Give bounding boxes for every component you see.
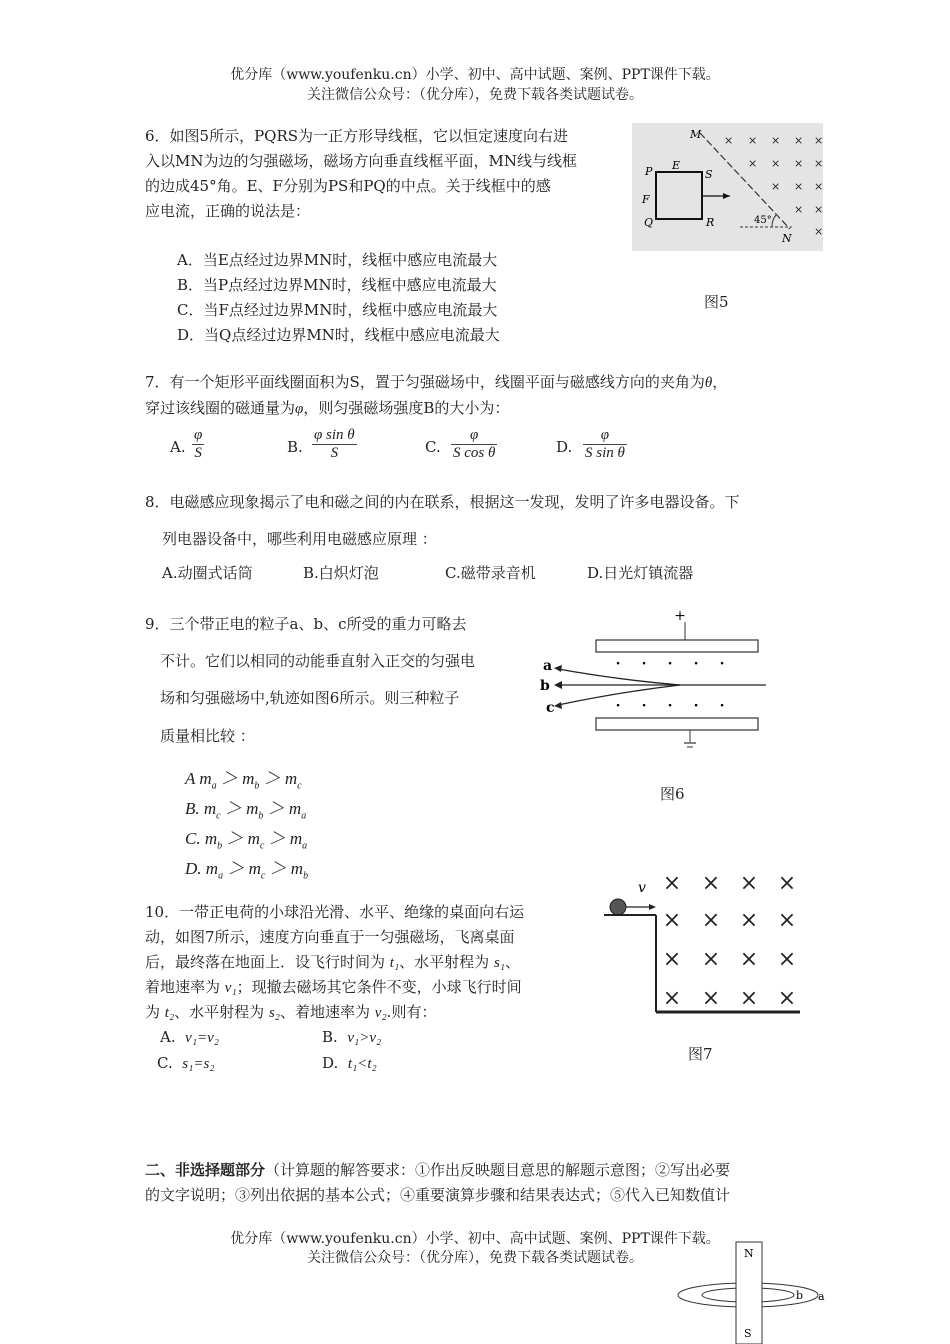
q7-option-c-label[interactable]: C.: [425, 438, 441, 456]
field-cross: ×: [739, 947, 759, 972]
velocity-arrow-head: [649, 904, 656, 910]
figure-7: [600, 866, 805, 1016]
field-cross: ×: [724, 134, 734, 147]
q7-line-2: 穿过该线圈的磁通量为φ，则匀强磁场强度B的大小为：: [145, 399, 510, 417]
field-cross: ×: [771, 180, 781, 193]
q9-option-c[interactable]: C. $m_b > m_c > m_a$: [185, 829, 308, 852]
q9-line-1: 9．三个带正电的粒子a、b、c所受的重力可略去: [145, 615, 467, 633]
q9-line-3: 场和匀强磁场中,轨迹如图6所示。则三种粒子: [160, 689, 460, 707]
q7-option-b-label[interactable]: B.: [287, 438, 303, 456]
q7-option-a-fraction[interactable]: φ S: [194, 427, 203, 461]
q8-option-a[interactable]: A.动圈式话筒: [162, 564, 253, 582]
label-b: b: [540, 678, 550, 694]
field-dot: ·: [719, 698, 725, 714]
charged-ball: [610, 899, 626, 915]
q7-option-b-fraction[interactable]: φ sin θ S: [314, 427, 355, 461]
figure-5-caption: 图5: [704, 293, 729, 311]
footer-line-2: 关注微信公众号：（优分库），免费下载各类试题试卷。: [307, 1250, 643, 1266]
q9-option-b[interactable]: B. $m_c > m_b > m_a$: [185, 799, 307, 822]
field-cross: ×: [777, 947, 797, 972]
arrow-b: [554, 681, 562, 689]
q7-line-1: 7．有一个矩形平面线圈面积为S，置于匀强磁场中，线圈平面与磁感线方向的夹角为θ，: [145, 373, 728, 391]
figure-7-caption: 图7: [688, 1045, 713, 1063]
field-cross: ×: [777, 871, 797, 896]
field-cross: ×: [701, 908, 721, 933]
q6-option-c[interactable]: C．当F点经过边界MN时，线框中感应电流最大: [177, 301, 498, 319]
field-cross: ×: [771, 157, 781, 170]
q10-line-5: 为 t₂、水平射程为 s₂、着地速率为 v₂.则有：: [145, 1003, 437, 1021]
q6-option-b[interactable]: B．当P点经过边界MN时，线框中感应电流最大: [177, 276, 497, 294]
label-s: S: [705, 168, 713, 181]
q6-option-a[interactable]: A．当E点经过边界MN时，线框中感应电流最大: [177, 251, 498, 269]
q6-line-1: 6．如图5所示，PQRS为一正方形导线框，它以恒定速度向右进: [145, 127, 569, 145]
field-cross: ×: [814, 157, 823, 170]
arrow-c: [554, 702, 562, 709]
q10-line-2: 动，如图7所示，速度方向垂直于一匀强磁场，飞离桌面: [145, 928, 515, 946]
field-cross: ×: [701, 871, 721, 896]
header-line-1: 优分库（www.youfenku.cn）小学、初中、高中试题、案例、PPT课件下载。: [230, 67, 720, 83]
q8-line-2: 列电器设备中，哪些利用电磁感应原理 ：: [162, 530, 437, 548]
field-cross: ×: [794, 134, 804, 147]
ring-b-label: b: [796, 1289, 804, 1302]
label-v: v: [638, 880, 646, 896]
field-cross: ×: [794, 180, 804, 193]
field-cross: ×: [739, 908, 759, 933]
q10-option-b[interactable]: B. v₁>v₂: [322, 1028, 382, 1046]
q8-option-c[interactable]: C.磁带录音机: [445, 564, 536, 582]
field-dot: ·: [667, 656, 673, 672]
label-angle: 45°: [754, 215, 772, 226]
ring-a-label: a: [818, 1290, 825, 1303]
figure-6-caption: 图6: [660, 785, 685, 803]
q10-line-3: 后，最终落在地面上．设飞行时间为 t₁、水平射程为 s₁、: [145, 953, 521, 971]
field-dot: ·: [667, 698, 673, 714]
field-cross: ×: [701, 947, 721, 972]
label-m: M: [690, 128, 702, 141]
section-2-line-1: 二、非选择题部分（计算题的解答要求：①作出反映题目意思的解题示意图；②写出必要: [145, 1161, 731, 1179]
field-dot: ·: [615, 698, 621, 714]
field-cross: ×: [662, 908, 682, 933]
field-cross: ×: [739, 986, 759, 1011]
field-cross: ×: [794, 203, 804, 216]
bottom-plate: [596, 718, 758, 730]
field-cross: ×: [662, 947, 682, 972]
q6-line-3: 的边成45°角。E、F分别为PS和PQ的中点。关于线框中的感: [145, 177, 551, 195]
top-plate: [596, 640, 758, 652]
field-cross: ×: [814, 134, 823, 147]
label-q: Q: [644, 216, 654, 229]
q10-option-a[interactable]: A. v₁=v₂: [160, 1028, 220, 1046]
field-dot: ·: [693, 698, 699, 714]
q7-option-d-fraction[interactable]: φ S sin θ: [585, 427, 625, 461]
q7-option-d-label[interactable]: D.: [556, 438, 573, 456]
magnet-figure: [674, 1238, 830, 1344]
field-cross: ×: [748, 157, 758, 170]
q9-line-2: 不计。它们以相同的动能垂直射入正交的匀强电: [160, 652, 476, 670]
q7-option-a-label[interactable]: A.: [170, 438, 186, 456]
field-dot: ·: [641, 656, 647, 672]
field-dot: ·: [719, 656, 725, 672]
q6-line-4: 应电流，正确的说法是：: [145, 202, 311, 220]
q10-line-1: 10．一带正电荷的小球沿光滑、水平、绝缘的桌面向右运: [145, 903, 525, 921]
q9-line-4: 质量相比较 ：: [160, 727, 255, 745]
field-cross: ×: [701, 986, 721, 1011]
q6-option-d[interactable]: D．当Q点经过边界MN时，线框中感应电流最大: [177, 326, 500, 344]
field-cross: ×: [777, 986, 797, 1011]
field-dot: ·: [641, 698, 647, 714]
label-f: F: [642, 193, 650, 206]
field-cross: ×: [748, 134, 758, 147]
figure-6: [540, 606, 770, 756]
section-2-title: 二、非选择题部分: [145, 1161, 266, 1179]
plus-sign: +: [674, 608, 686, 624]
magnet-n-label: N: [744, 1247, 754, 1260]
field-cross: ×: [662, 986, 682, 1011]
arrow-a: [554, 665, 562, 672]
label-p: P: [645, 165, 653, 178]
q7-option-c-fraction[interactable]: φ S cos θ: [453, 427, 496, 461]
field-cross: ×: [739, 871, 759, 896]
section-2-line-2: 的文字说明；③列出依据的基本公式；④重要演算步骤和结果表达式；⑤代入已知数值计: [145, 1186, 731, 1204]
label-a: a: [543, 658, 553, 674]
q9-option-d[interactable]: D. $m_a > m_c > m_b$: [185, 859, 309, 882]
q10-option-c[interactable]: C. s₁=s₂: [157, 1054, 215, 1072]
figure-5: [632, 123, 823, 251]
field-cross: ×: [794, 157, 804, 170]
label-e: E: [672, 159, 681, 172]
q6-line-2: 入以MN为边的匀强磁场，磁场方向垂直线框平面，MN线与线框: [145, 152, 577, 170]
label-c: c: [546, 700, 555, 716]
field-dot: ·: [615, 656, 621, 672]
field-cross: ×: [814, 225, 823, 238]
magnet-s-label: S: [744, 1327, 752, 1340]
field-dot: ·: [693, 656, 699, 672]
label-r: R: [706, 216, 715, 229]
label-n: N: [782, 232, 792, 245]
q8-line-1: 8．电磁感应现象揭示了电和磁之间的内在联系，根据这一发现，发明了许多电器设备。下: [145, 493, 740, 511]
field-cross: ×: [814, 203, 823, 216]
q10-line-4: 着地速率为 v₁；现撤去磁场其它条件不变，小球飞行时间: [145, 978, 522, 996]
field-cross: ×: [814, 180, 823, 193]
q8-option-b[interactable]: B.白炽灯泡: [303, 564, 379, 582]
field-cross: ×: [771, 134, 781, 147]
header-line-2: 关注微信公众号：（优分库），免费下载各类试题试卷。: [307, 87, 643, 103]
field-cross: ×: [777, 908, 797, 933]
q10-option-d[interactable]: D. t₁<t₂: [322, 1054, 377, 1072]
q9-option-a[interactable]: A $m_a > m_b > m_c$: [185, 769, 302, 792]
q8-option-d[interactable]: D.日光灯镇流器: [587, 564, 694, 582]
footer-line-1: 优分库（www.youfenku.cn）小学、初中、高中试题、案例、PPT课件下载。: [230, 1231, 720, 1247]
field-cross: ×: [662, 871, 682, 896]
